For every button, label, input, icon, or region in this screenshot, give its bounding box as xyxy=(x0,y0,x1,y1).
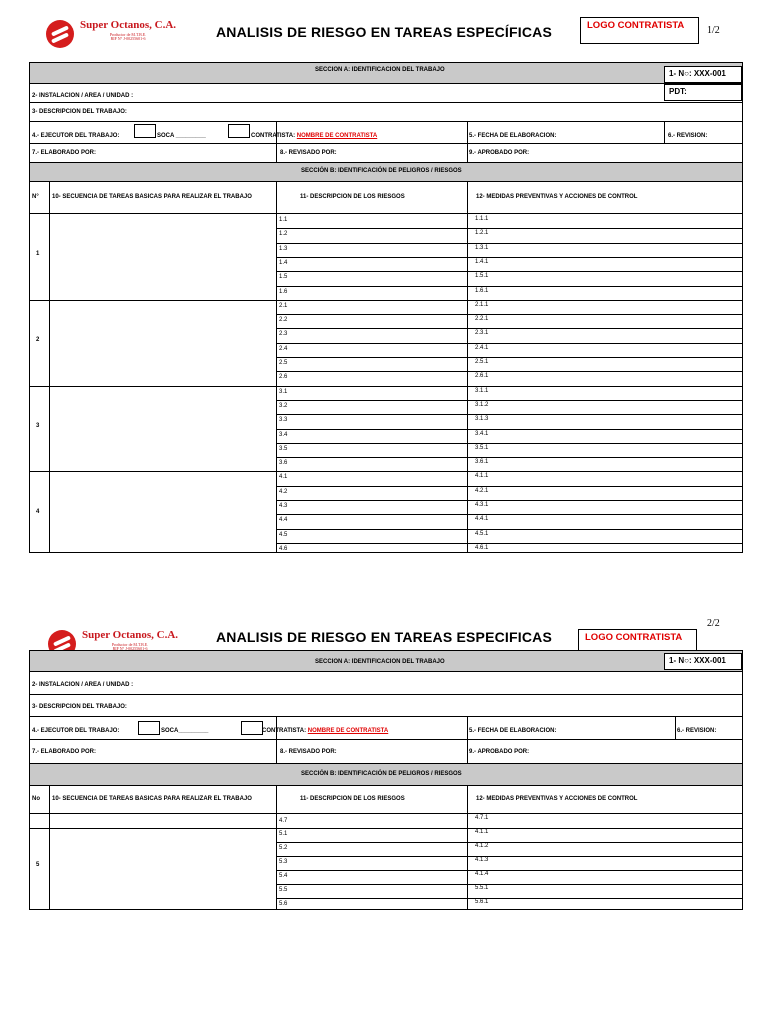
row-divider xyxy=(276,543,742,544)
label-descripcion-2: 3- DESCRIPCION DEL TRABAJO: xyxy=(32,704,127,710)
label-instalacion: 2- INSTALACION / AREA / UNIDAD : xyxy=(32,93,134,99)
row-divider xyxy=(276,500,742,501)
medida-cell: 1.2.1 xyxy=(475,230,489,237)
ejecutor-checkbox-soca[interactable] xyxy=(134,124,156,138)
medida-cell: 2.1.1 xyxy=(475,301,489,308)
page-title: ANALISIS DE RIESGO EN TAREAS ESPECÍFICAS xyxy=(216,24,553,40)
section-a-title-2: SECCION A: IDENTIFICACION DEL TRABAJO xyxy=(315,659,445,665)
company-sub1: Productor de M.T.B.E. xyxy=(109,32,147,37)
contratista-text-2: CONTRATISTA: xyxy=(262,728,307,734)
col-header-medidas-2: 12- MEDIDAS PREVENTIVAS Y ACCIONES DE CONTROL xyxy=(476,796,638,802)
label-elaborado: 7.- ELABORADO POR: xyxy=(32,150,97,156)
medida-cell: 3.1.3 xyxy=(475,416,489,423)
row-divider xyxy=(276,343,742,344)
riesgo-cell: 5.2 xyxy=(279,845,288,851)
riesgo-cell: 5.5 xyxy=(279,887,288,893)
label-fecha: 5.- FECHA DE ELABORACION: xyxy=(469,133,557,139)
label-instalacion-2: 2- INSTALACION / AREA / UNIDAD : xyxy=(32,682,134,688)
label-contratista xyxy=(251,133,377,139)
company-name-2: Super Octanos, C.A. xyxy=(82,629,179,641)
riesgo-cell: 1.4 xyxy=(279,259,288,266)
table-header-row xyxy=(30,182,742,214)
ejecutor-checkbox-contratista[interactable] xyxy=(228,124,250,138)
label-descripcion: 3- DESCRIPCION DEL TRABAJO: xyxy=(32,109,127,115)
row-divider xyxy=(276,529,742,530)
medida-cell: 4.7.1 xyxy=(475,815,489,821)
riesgo-cell: 2.5 xyxy=(279,360,288,366)
pdt-field[interactable]: PDT: xyxy=(664,84,742,101)
row-divider xyxy=(276,870,742,871)
medida-cell: 2.4.1 xyxy=(475,344,489,351)
riesgo-cell: 5.6 xyxy=(279,901,288,907)
form-grid xyxy=(29,62,743,553)
col-header-medidas: 12- MEDIDAS PREVENTIVAS Y ACCIONES DE CONTROL xyxy=(476,194,638,200)
riesgo-cell: 4.4 xyxy=(279,517,288,524)
row-divider xyxy=(276,443,742,444)
medida-cell: 5.5.1 xyxy=(475,885,489,891)
col-header-n: N° xyxy=(32,194,39,200)
company-sub2-2: RIF N° J-00255601-6 xyxy=(112,646,148,651)
medida-cell: 4.4.1 xyxy=(475,516,489,523)
page-number-2: 2/2 xyxy=(707,618,720,629)
row-divider xyxy=(276,328,742,329)
logo-contratista-box: LOGO CONTRATISTA xyxy=(580,17,699,44)
col-header-secuencia-2: 10- SECUENCIA DE TAREAS BASICAS PARA REALIZAR EL TRABAJO xyxy=(52,796,252,802)
medida-cell: 1.1.1 xyxy=(475,216,489,222)
section-b-title-2: SECCIÓN B: IDENTIFICACIÓN DE PELIGROS / RIESGOS xyxy=(301,771,462,777)
company-sub1-2: Productor de M.T.B.E. xyxy=(111,642,149,647)
riesgo-cell: 2.1 xyxy=(279,302,288,309)
nombre-contratista-2: NOMBRE DE CONTRATISTA xyxy=(307,728,389,734)
row-divider xyxy=(276,884,742,885)
row-divider xyxy=(276,357,742,358)
medida-cell: 4.1.1 xyxy=(475,829,489,835)
medida-cell: 1.5.1 xyxy=(475,273,489,280)
label-revisado-2: 8.- REVISADO POR: xyxy=(280,749,337,755)
medida-cell: 4.6.1 xyxy=(475,544,489,551)
page-number: 1/2 xyxy=(707,25,720,36)
col-header-riesgos: 11- DESCRIPCION DE LOS RIESGOS xyxy=(300,194,405,200)
row-divider xyxy=(276,414,742,415)
row-divider xyxy=(276,243,742,244)
row-divider xyxy=(276,514,742,515)
riesgo-cell: 1.6 xyxy=(279,288,288,295)
ejecutor-checkbox-contratista-2[interactable] xyxy=(241,721,263,735)
medida-cell: 4.1.2 xyxy=(475,843,489,849)
row-divider xyxy=(276,286,742,287)
medida-cell: 4.1.4 xyxy=(475,871,489,877)
medida-cell: 3.6.1 xyxy=(475,459,489,466)
medida-cell: 3.4.1 xyxy=(475,430,489,437)
section-b-title: SECCIÓN B: IDENTIFICACIÓN DE PELIGROS / RIESGOS xyxy=(301,168,462,174)
col-header-secuencia: 10- SECUENCIA DE TAREAS BASICAS PARA REALIZAR EL TRABAJO xyxy=(52,194,252,200)
medida-cell: 4.5.1 xyxy=(475,530,489,537)
medida-cell: 2.5.1 xyxy=(475,359,489,365)
group-number: 3 xyxy=(36,422,40,429)
riesgo-cell: 4.7 xyxy=(279,818,288,824)
nombre-contratista: NOMBRE DE CONTRATISTA xyxy=(296,133,378,139)
medida-cell: 2.6.1 xyxy=(475,373,489,380)
row-firmas xyxy=(30,144,742,163)
group-divider xyxy=(30,300,742,301)
col-header-n-2: No xyxy=(32,796,40,802)
medida-cell: 4.3.1 xyxy=(475,502,489,508)
label-soca: SOCA _________ xyxy=(157,133,206,139)
contratista-text: CONTRATISTA: xyxy=(251,133,296,139)
group-divider xyxy=(30,471,742,472)
medida-cell: 4.1.1 xyxy=(475,473,489,480)
medida-cell: 3.5.1 xyxy=(475,444,489,451)
group-divider xyxy=(30,828,742,829)
group-number: 2 xyxy=(36,336,40,343)
row-instalacion-2 xyxy=(30,672,742,695)
riesgo-cell: 2.3 xyxy=(279,331,288,338)
page-title-2: ANALISIS DE RIESGO EN TAREAS ESPECIFICAS xyxy=(216,629,553,645)
row-divider xyxy=(276,457,742,458)
label-elaborado-2: 7.- ELABORADO POR: xyxy=(32,749,97,755)
section-a-title: SECCION A: IDENTIFICACION DEL TRABAJO xyxy=(315,67,445,73)
medida-cell: 4.1.3 xyxy=(475,857,489,863)
label-fecha-2: 5.- FECHA DE ELABORACION: xyxy=(469,728,557,734)
row-divider xyxy=(276,856,742,857)
riesgo-cell: 5.4 xyxy=(279,873,288,879)
medida-cell: 3.1.2 xyxy=(475,401,489,408)
row-divider xyxy=(276,400,742,401)
row-divider xyxy=(276,842,742,843)
row-divider xyxy=(276,898,742,899)
logo-contratista-box-2: LOGO CONTRATISTA xyxy=(578,629,697,656)
company-name: Super Octanos, C.A. xyxy=(80,19,177,31)
label-revision: 6.- REVISION: xyxy=(668,133,708,139)
section-a-header-2 xyxy=(30,651,742,672)
riesgo-cell: 4.2 xyxy=(279,488,288,495)
riesgo-cell: 3.2 xyxy=(279,402,288,409)
company-logo xyxy=(46,20,176,48)
table-header-row-2 xyxy=(30,786,742,814)
super-octanos-logo-icon xyxy=(46,20,74,48)
row-divider xyxy=(276,257,742,258)
riesgo-cell: 1.3 xyxy=(279,245,288,252)
medida-cell: 1.6.1 xyxy=(475,287,489,294)
riesgo-cell: 2.6 xyxy=(279,374,288,381)
section-b-header xyxy=(30,163,742,182)
section-b-header-2 xyxy=(30,764,742,786)
row-divider xyxy=(276,228,742,229)
riesgo-cell: 4.5 xyxy=(279,531,288,538)
group-divider xyxy=(30,386,742,387)
riesgo-cell: 1.2 xyxy=(279,231,288,238)
medida-cell: 3.1.1 xyxy=(475,387,489,394)
row-divider xyxy=(276,486,742,487)
riesgo-cell: 1.5 xyxy=(279,274,288,281)
group-number: 1 xyxy=(36,251,40,258)
riesgo-cell: 3.3 xyxy=(279,417,288,424)
label-contratista-2 xyxy=(262,728,388,734)
row-divider xyxy=(276,371,742,372)
label-ejecutor: 4.- EJECUTOR DEL TRABAJO: xyxy=(32,133,120,139)
riesgo-cell: 4.1 xyxy=(279,474,288,481)
label-revision-2: 6.- REVISION: xyxy=(677,728,717,734)
label-ejecutor-2: 4.- EJECUTOR DEL TRABAJO: xyxy=(32,728,120,734)
riesgo-cell: 3.1 xyxy=(279,388,288,395)
label-aprobado-2: 9.- APROBADO POR: xyxy=(469,749,530,755)
riesgo-cell: 4.6 xyxy=(279,545,288,552)
form-grid-2 xyxy=(29,650,743,910)
riesgo-cell: 3.6 xyxy=(279,460,288,467)
riesgo-cell: 3.4 xyxy=(279,431,288,438)
row-divider xyxy=(276,271,742,272)
row-firmas-2 xyxy=(30,740,742,764)
riesgo-cell: 3.5 xyxy=(279,445,288,452)
label-revisado: 8.- REVISADO POR: xyxy=(280,150,337,156)
ejecutor-checkbox-soca-2[interactable] xyxy=(138,721,160,735)
row-divider xyxy=(276,314,742,315)
medida-cell: 1.3.1 xyxy=(475,244,489,251)
row-ejecutor-2 xyxy=(30,717,742,740)
medida-cell: 2.3.1 xyxy=(475,330,489,337)
col-header-riesgos-2: 11- DESCRIPCION DE LOS RIESGOS xyxy=(300,796,405,802)
riesgo-cell: 2.4 xyxy=(279,345,288,352)
section-a-header xyxy=(30,63,742,84)
label-aprobado: 9.- APROBADO POR: xyxy=(469,150,530,156)
riesgo-cell: 5.3 xyxy=(279,859,288,865)
medida-cell: 1.4.1 xyxy=(475,258,489,265)
company-sub2: RIF N° J-00255601-6 xyxy=(110,36,146,41)
document-number: 1- N○: XXX-001 xyxy=(664,66,742,83)
page-2 xyxy=(0,610,768,920)
row-descripcion-2 xyxy=(30,695,742,717)
riesgo-cell: 1.1 xyxy=(279,217,288,223)
row-ejecutor xyxy=(30,122,742,144)
row-descripcion xyxy=(30,103,742,122)
riesgo-cell: 4.3 xyxy=(279,503,288,509)
label-soca-2: SOCA_________ xyxy=(161,728,209,734)
group-number: 4 xyxy=(36,508,40,515)
riesgo-cell: 2.2 xyxy=(279,317,288,324)
medida-cell: 4.2.1 xyxy=(475,487,489,494)
medida-cell: 2.2.1 xyxy=(475,316,489,323)
medida-cell: 5.6.1 xyxy=(475,899,489,905)
row-instalacion xyxy=(30,84,742,103)
riesgo-cell: 5.1 xyxy=(279,831,288,837)
group-number: 5 xyxy=(36,861,40,868)
row-divider xyxy=(276,429,742,430)
document-number-2: 1- N○: XXX-001 xyxy=(664,653,742,670)
